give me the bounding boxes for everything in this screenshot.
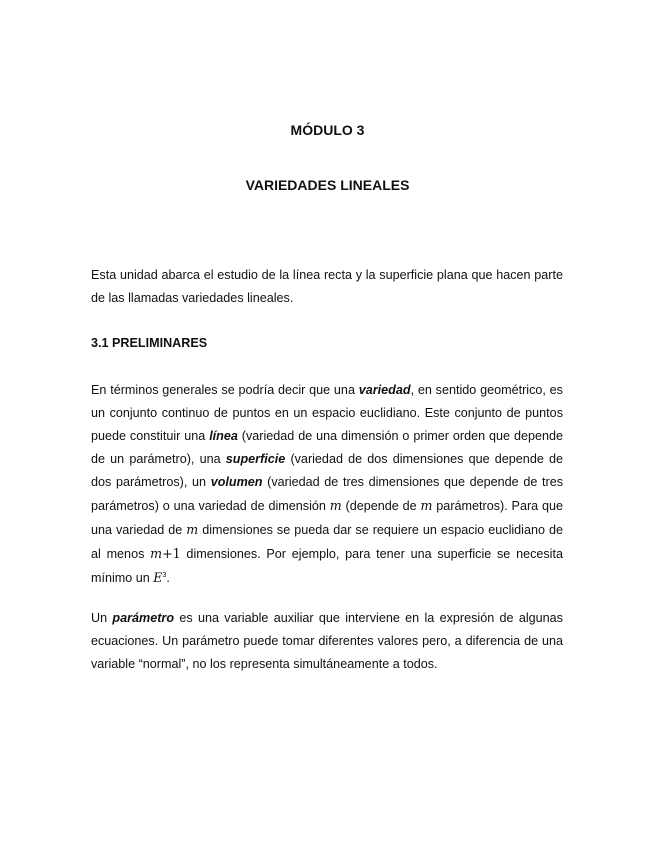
text-run: dimensiones se pueda dar se requiere un espacio euclidiano de al menos (91, 523, 563, 561)
math-e: E (153, 570, 163, 585)
text-run: . (166, 571, 170, 585)
text-run: es una variable auxiliar que interviene en la expresión de algunas ecuaciones. Un parámetro puede tomar diferentes valores pero, a diferencia de una variable “normal”, no los representa simultáneamente a todos. (91, 611, 563, 671)
text-run: (variedad de tres dimensiones que depende de tres parámetros) o una variedad de dimensión (91, 475, 563, 513)
math-m: m (150, 546, 163, 561)
term-volumen: volumen (210, 475, 263, 489)
text-run: parámetros). Para que una variedad de (91, 499, 564, 537)
text-run: , en sentido geométrico, es un conjunto continuo de puntos en un espacio euclidiano. Este conjunto de puntos puede constituir una (91, 383, 563, 443)
preliminares-paragraph (91, 379, 563, 590)
text-run: (variedad de una dimensión o primer orden que depende de un parámetro), una (91, 429, 563, 466)
module-title: MÓDULO 3 (290, 122, 365, 138)
text-run: (depende de (341, 499, 421, 513)
math-m: m (329, 498, 342, 513)
term-superficie: superficie (225, 452, 286, 466)
math-e-exponent: 3 (162, 571, 167, 579)
term-variedad: variedad (358, 383, 411, 397)
section-heading: 3.1 PRELIMINARES (91, 336, 208, 350)
text-run: dimensiones. Por ejemplo, para tener una superficie se necesita mínimo un (91, 547, 563, 585)
term-linea: línea (209, 429, 238, 443)
text-run: (variedad de dos dimensiones que depende de dos parámetros), un (91, 452, 563, 489)
intro-paragraph: Esta unidad abarca el estudio de la línea recta y la superficie plana que hacen parte de las llamadas variedades lineales. (91, 268, 563, 305)
parametro-paragraph (91, 607, 563, 676)
text-run: Un (91, 611, 113, 625)
module-subtitle: VARIEDADES LINEALES (245, 177, 410, 193)
text-run: En términos generales se podría decir que una (91, 383, 359, 397)
math-m: m (420, 498, 433, 513)
term-parametro: parámetro (112, 611, 175, 625)
math-m: m (186, 522, 199, 537)
math-plus-one: +1 (162, 546, 181, 561)
